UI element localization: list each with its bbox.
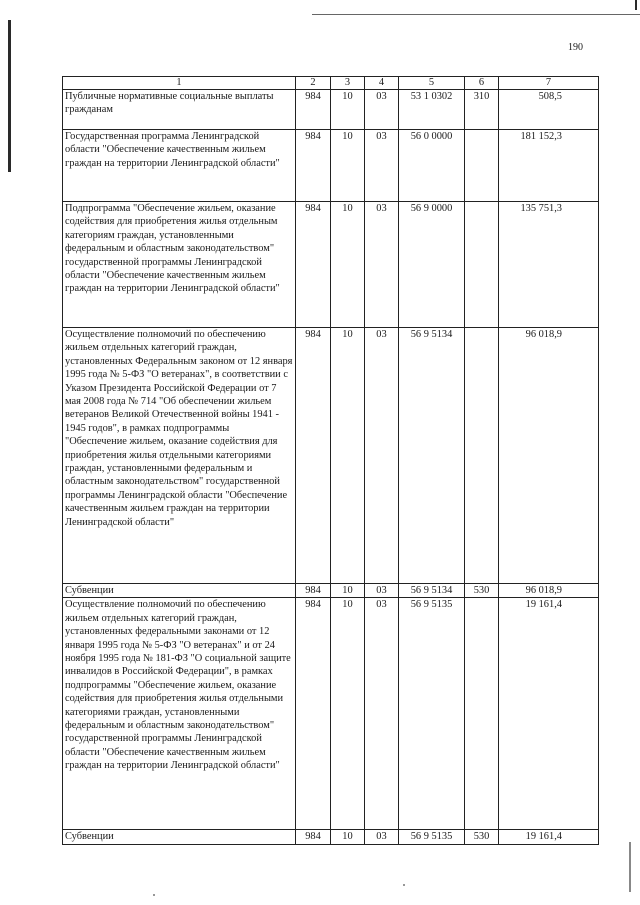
row-target-item: 56 0 0000: [399, 130, 465, 202]
row-name: Государственная программа Ленинградской области "Обеспечение качественным жильем граждан на территории Ленинградской области": [63, 130, 296, 202]
column-header: 7: [499, 77, 599, 90]
row-amount: 19 161,4: [499, 830, 599, 844]
row-name: Осуществление полномочий по обеспечению жильем отдельных категорий граждан, установленных федеральными законами от 12 января 1995 года № 5-ФЗ "О ветеранах" и от 24 ноября 1995 года № 181-ФЗ "О социальной защите инвалидов в Российской Федерации", в рамках подпрограммы "Обеспечение жильем, оказание содействия для приобретения жилья отдельными категориями граждан, установленными федеральным и областным законодательством" государственной программы Ленинградской области "Обеспечение качественным жильем граждан на территории Ленинградской области": [63, 598, 296, 830]
column-header: 1: [63, 77, 296, 90]
scan-dot: [153, 894, 155, 896]
row-ved: 984: [296, 598, 331, 830]
row-section: 10: [331, 598, 365, 830]
column-header: 2: [296, 77, 331, 90]
row-subsection: 03: [365, 202, 399, 328]
row-section: 10: [331, 328, 365, 584]
row-subsection: 03: [365, 90, 399, 130]
row-name: Субвенции: [63, 830, 296, 844]
row-name: Публичные нормативные социальные выплаты гражданам: [63, 90, 296, 130]
budget-table: [62, 76, 599, 845]
scan-edge-line-left: [8, 20, 11, 172]
table-header-row: [63, 77, 599, 90]
row-target-item: 56 9 5134: [399, 584, 465, 598]
row-subsection: 03: [365, 328, 399, 584]
row-amount: 181 152,3: [499, 130, 599, 202]
column-header: 6: [465, 77, 499, 90]
row-ved: 984: [296, 328, 331, 584]
page-number: 190: [568, 42, 583, 53]
column-header: 3: [331, 77, 365, 90]
row-expense-type: [465, 328, 499, 584]
row-subsection: 03: [365, 830, 399, 844]
row-target-item: 56 9 5134: [399, 328, 465, 584]
table-row: [63, 202, 599, 328]
row-target-item: 56 9 5135: [399, 830, 465, 844]
column-header: 4: [365, 77, 399, 90]
table-row: [63, 328, 599, 584]
row-amount: 96 018,9: [499, 328, 599, 584]
row-expense-type: 530: [465, 584, 499, 598]
row-expense-type: 530: [465, 830, 499, 844]
row-target-item: 56 9 0000: [399, 202, 465, 328]
row-expense-type: [465, 598, 499, 830]
row-amount: 508,5: [499, 90, 599, 130]
row-subsection: 03: [365, 584, 399, 598]
scan-edge-line-right: [635, 0, 637, 10]
row-section: 10: [331, 830, 365, 844]
row-name: Субвенции: [63, 584, 296, 598]
row-amount: 19 161,4: [499, 598, 599, 830]
row-section: 10: [331, 130, 365, 202]
table-row: [63, 90, 599, 130]
row-ved: 984: [296, 830, 331, 844]
row-section: 10: [331, 90, 365, 130]
row-expense-type: [465, 130, 499, 202]
row-amount: 135 751,3: [499, 202, 599, 328]
row-target-item: 53 1 0302: [399, 90, 465, 130]
table-row: [63, 830, 599, 844]
row-subsection: 03: [365, 598, 399, 830]
scan-edge-line-top: [312, 14, 640, 15]
row-name: Подпрограмма "Обеспечение жильем, оказание содействия для приобретения жилья отдельным категориям граждан, установленными федеральным и областным законодательством" государственной программы Ленинградской области "Обеспечение качественным жильем граждан на территории Ленинградской области": [63, 202, 296, 328]
scan-dot: [403, 884, 405, 886]
scan-edge-line-bottom-right: [629, 842, 631, 892]
row-ved: 984: [296, 202, 331, 328]
row-section: 10: [331, 584, 365, 598]
table-row: [63, 584, 599, 598]
column-header: 5: [399, 77, 465, 90]
row-section: 10: [331, 202, 365, 328]
row-ved: 984: [296, 90, 331, 130]
table-row: [63, 130, 599, 202]
row-ved: 984: [296, 130, 331, 202]
row-expense-type: 310: [465, 90, 499, 130]
row-target-item: 56 9 5135: [399, 598, 465, 830]
table-row: [63, 598, 599, 830]
row-amount: 96 018,9: [499, 584, 599, 598]
row-subsection: 03: [365, 130, 399, 202]
row-expense-type: [465, 202, 499, 328]
row-ved: 984: [296, 584, 331, 598]
row-name: Осуществление полномочий по обеспечению жильем отдельных категорий граждан, установленных Федеральным законом от 12 января 1995 года № 5-ФЗ "О ветеранах", в соответствии с Указом Президента Российской Федерации от 7 мая 2008 года № 714 "Об обеспечении жильем ветеранов Великой Отечественной войны 1941 - 1945 годов", в рамках подпрограммы "Обеспечение жильем, оказание содействия для приобретения жилья отдельными категориями граждан, установленными федеральным и областным законодательством" государственной программы Ленинградской области "Обеспечение качественным жильем граждан на территории Ленинградской области": [63, 328, 296, 584]
